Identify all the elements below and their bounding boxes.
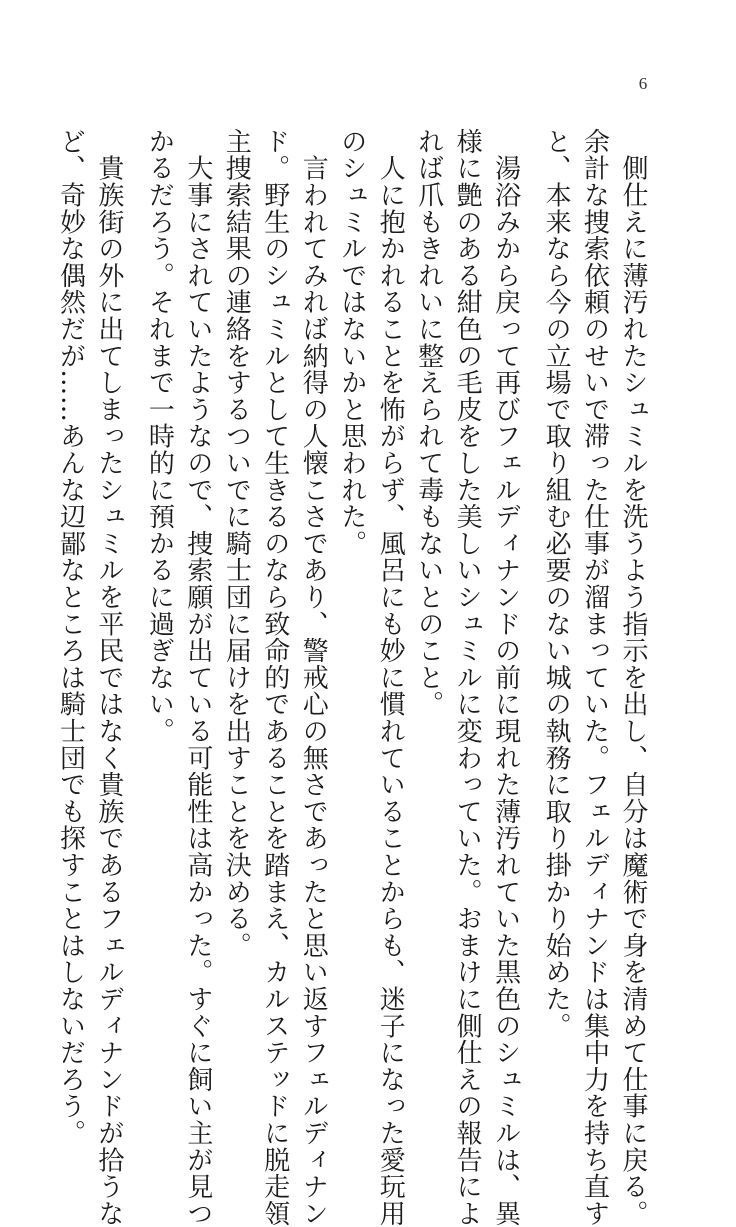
body-text [55,128,652,1227]
text-line: ド。野生のシュミルとして生きるのなら致命的であることを踏まえ、カルステッドに脱走領 [259,128,290,1227]
text-line: 様に艶のある紺色の毛皮をした美しいシュミルに変わっていた。おまけに側仕えの報告によ [452,128,483,1227]
text-line: 湯浴みから戻って再びフェルディナンドの前に現れた薄汚れていた黒色のシュミルは、異 [490,128,521,1227]
page-number: 6 [638,74,648,93]
text-line: 大事にされていたようなので、捜索願が出ている可能性は高かった。すぐに飼い主が見つ [182,128,213,1227]
text-line: れば爪もきれいに整えられて毒もないとのこと。 [413,128,444,718]
text-line: 主捜索結果の連絡をするついでに騎士団に届けを出すことを決める。 [221,128,252,959]
text-line: のシュミルではないかと思われた。 [336,128,367,557]
text-line: かるだろう。それまで一時的に預かるに過ぎない。 [144,128,175,745]
text-line: 側仕えに薄汚れたシュミルを洗うよう指示を出し、自分は魔術で身を清めて仕事に戻る。 [618,128,648,1227]
text-line: と、本来なら今の立場で取り組む必要のない城の執務に取り掛かり始めた。 [541,128,572,1040]
text-line: ど、奇妙な偶然だが……あんな辺鄙なところは騎士団でも探すことはしないだろう。 [55,128,86,1147]
text-line: 言われてみれば納得の人懐こさであり、警戒心の無さであったと思い返すフェルディナン [298,128,329,1227]
paragraph-gap [128,128,140,968]
text-line: 人に抱かれることを怖がらず、風呂にも妙に慣れていることからも、迷子になった愛玩用 [375,128,406,1227]
text-line: 余計な捜索依頼のせいで滞った仕事が溜まっていた。フェルディナンドは集中力を持ち直す [579,128,610,1227]
paragraph-gap [525,128,537,968]
text-line: 貴族街の外に出てしまったシュミルを平民ではなく貴族であるフェルディナンドが拾うな [93,128,124,1227]
